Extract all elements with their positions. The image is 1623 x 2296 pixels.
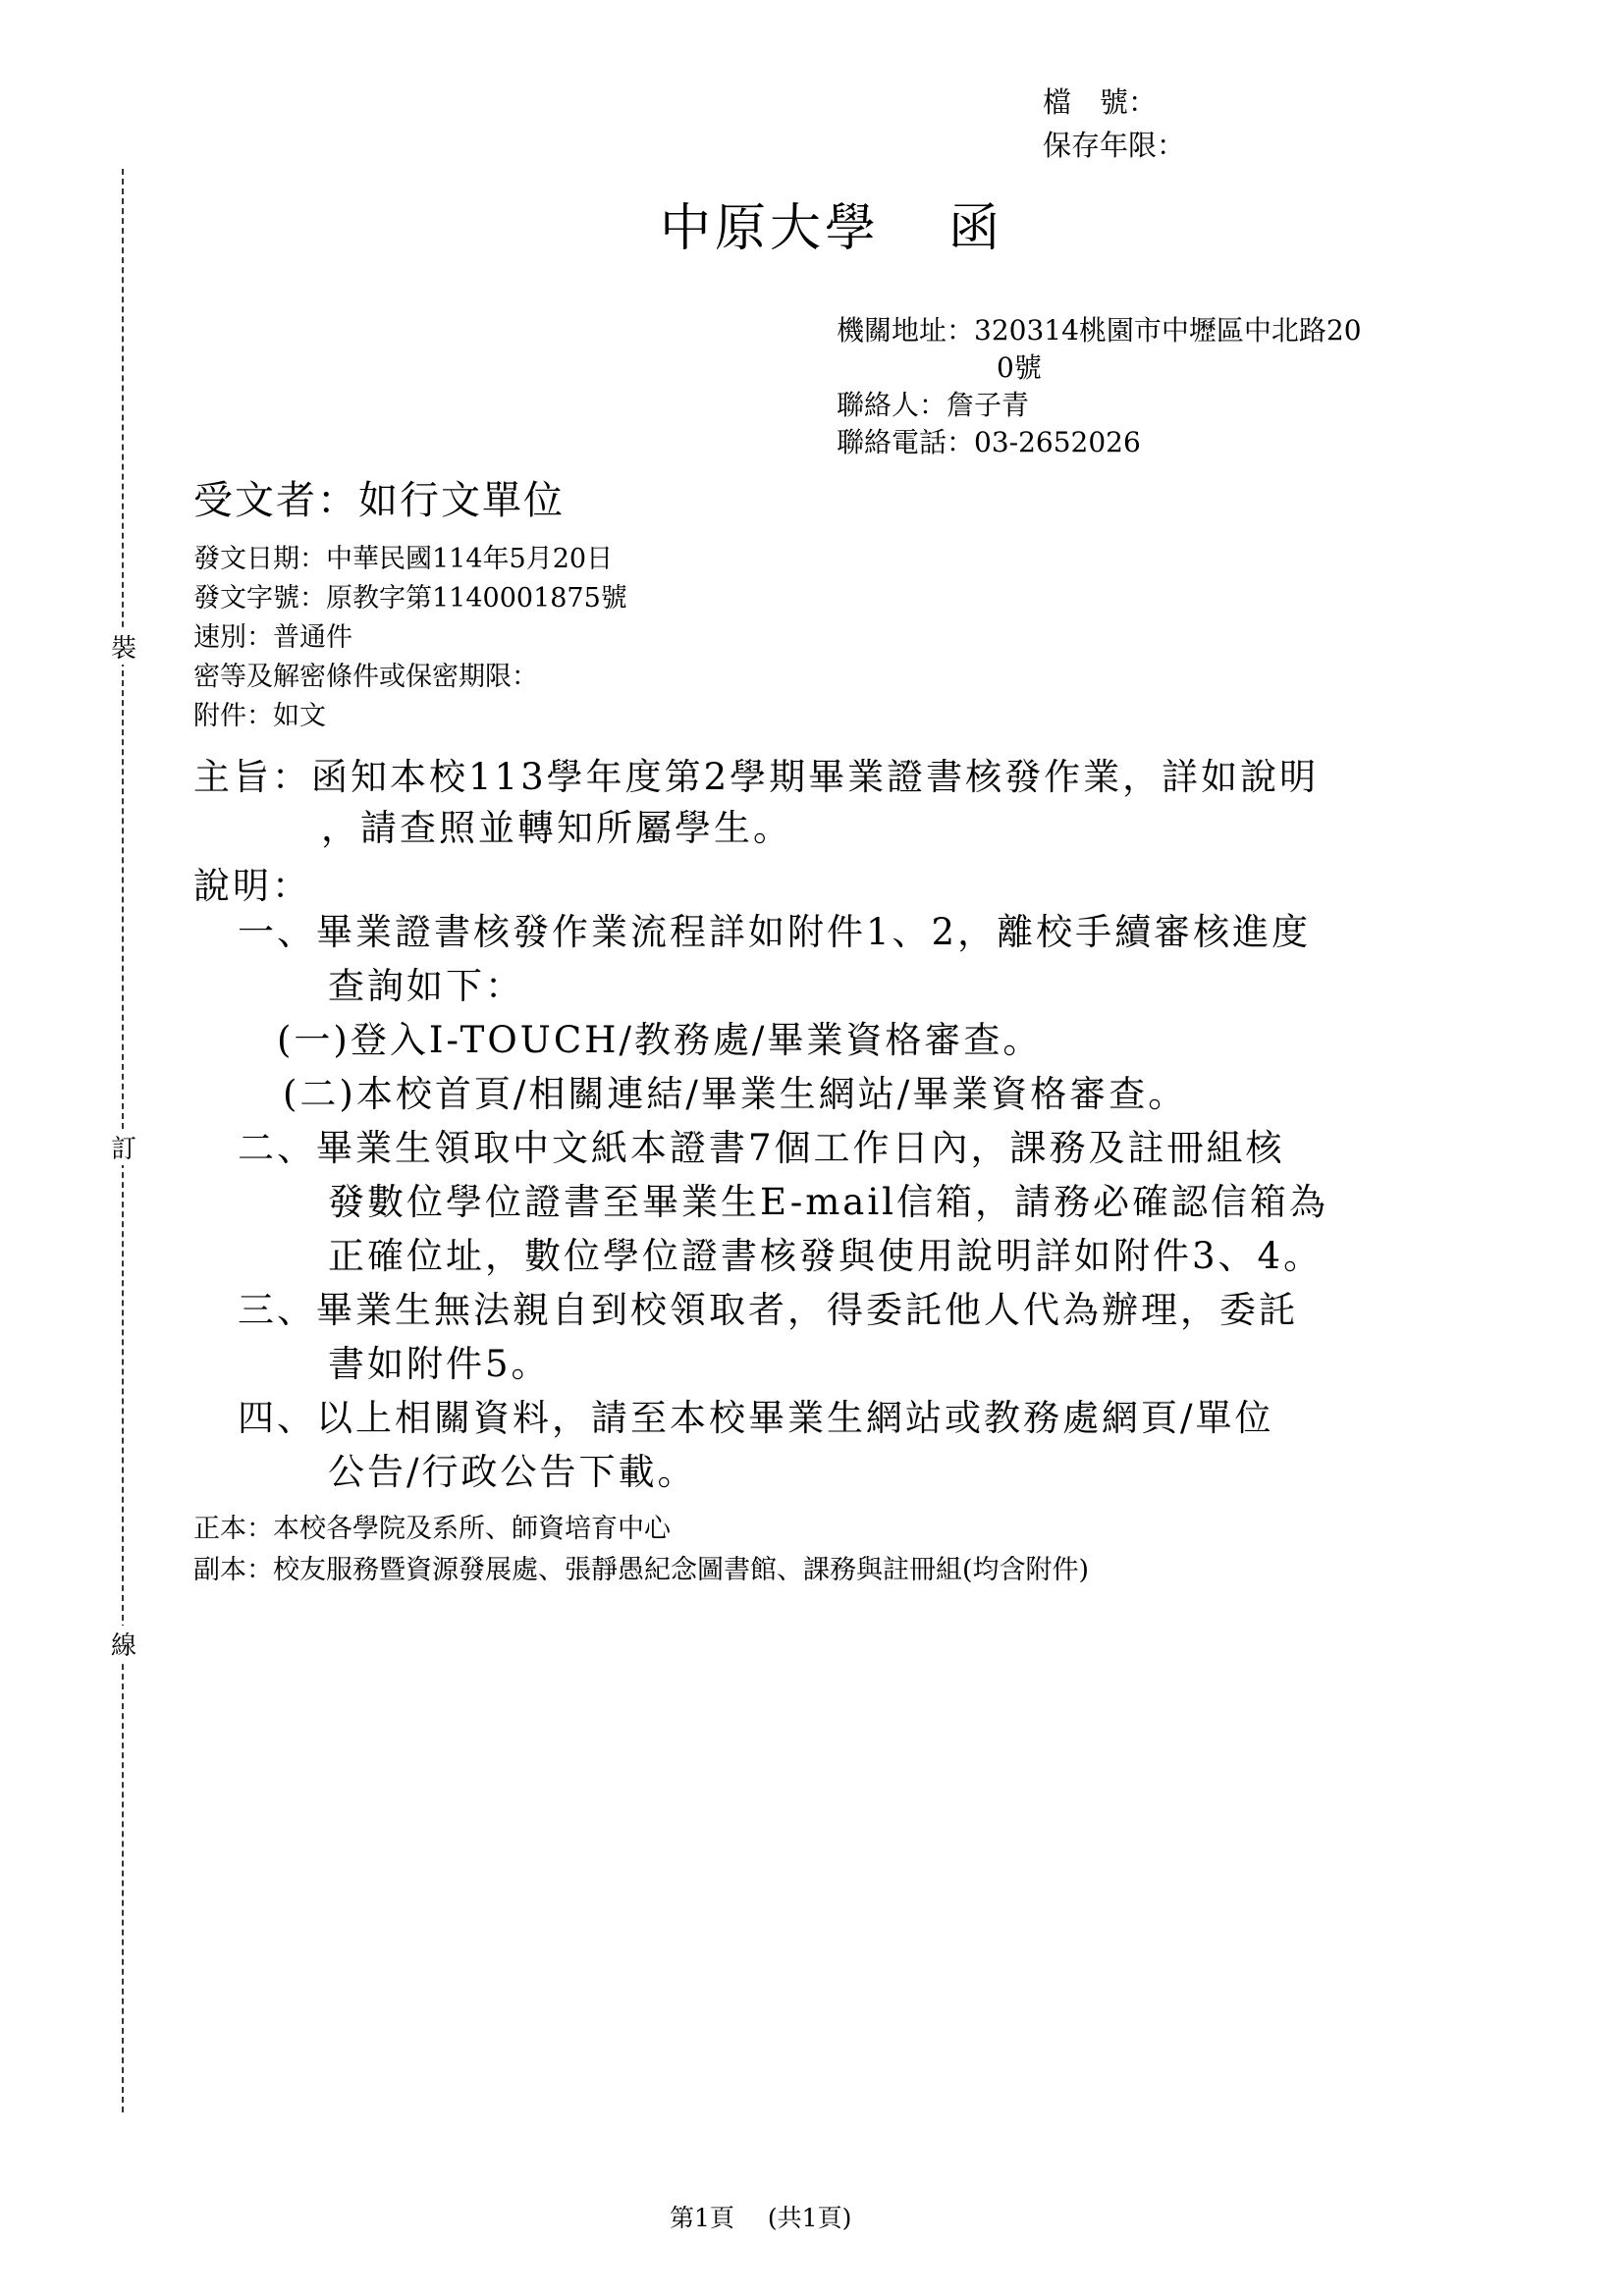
binding-mark: 裝 [110, 628, 137, 665]
agency-info [837, 312, 1362, 461]
list-item-cont: 公告/行政公告下載。 [328, 1451, 697, 1493]
file-info [1043, 80, 1185, 167]
list-item: 二、畢業生領取中文紙本證書7個工作日內，課務及註冊組核 [238, 1127, 1285, 1169]
page-total: (共1頁) [767, 2204, 852, 2232]
binding-mark: 線 [110, 1626, 137, 1662]
speed: 速別：普通件 [193, 622, 352, 653]
agency-address: 機關地址：320314桃園市中壢區中北路20 [837, 314, 1362, 347]
page-number: 第1頁 [670, 2204, 734, 2232]
agency-phone: 聯絡電話：03-2652026 [837, 426, 1141, 458]
file-number-label: 檔 號： [1043, 85, 1158, 119]
sub-item: (二)本校首頁/相關連結/畢業生網站/畢業資格審查。 [283, 1073, 1188, 1115]
title-doc-type: 函 [948, 199, 1004, 258]
subject-line: ，請查照並轉知所屬學生。 [321, 807, 792, 849]
explanation-label: 說明： [193, 865, 311, 907]
copy-recipients: 副本：校友服務暨資源發展處、張靜愚紀念圖書館、課務與註冊組(均含附件) [193, 1555, 1090, 1585]
list-item: 四、以上相關資料，請至本校畢業生網站或教務處網頁/單位 [238, 1397, 1274, 1439]
title-org: 中原大學 [660, 199, 881, 258]
list-item-cont: 發數位學位證書至畢業生E-mail信箱，請務必確認信箱為 [328, 1181, 1329, 1223]
sub-item: (一)登入I-TOUCH/教務處/畢業資格審查。 [277, 1019, 1043, 1061]
subject [193, 752, 1319, 854]
confidentiality: 密等及解密條件或保密期限： [193, 662, 538, 692]
list-item: 三、畢業生無法親自到校領取者，得委託他人代為辦理，委託 [238, 1289, 1298, 1331]
doc-number: 發文字號：原教字第1140001875號 [193, 583, 627, 614]
binding-mark: 訂 [110, 1129, 137, 1165]
list-item: 一、畢業證書核發作業流程詳如附件1、2，離校手續審核進度 [238, 911, 1312, 953]
agency-address-cont: 0號 [997, 351, 1042, 384]
page-title [660, 187, 1003, 260]
agency-contact: 聯絡人：詹子青 [837, 389, 1030, 421]
explanation-items [238, 905, 1328, 1499]
recipient: 受文者：如行文單位 [193, 478, 565, 523]
retention-label: 保存年限： [1043, 129, 1186, 162]
original-recipients: 正本：本校各學院及系所、師資培育中心 [193, 1514, 671, 1544]
list-item-cont: 查詢如下： [328, 965, 524, 1007]
distribution [193, 1509, 1089, 1591]
attachment: 附件：如文 [193, 701, 326, 731]
page-footer [670, 2199, 851, 2234]
subject-line: 主旨：函知本校113學年度第2學期畢業證書核發作業，詳如說明 [193, 756, 1320, 798]
document-meta [193, 540, 627, 736]
issue-date: 發文日期：中華民國114年5月20日 [193, 544, 614, 574]
list-item-cont: 正確位址，數位學位證書核發與使用說明詳如附件3、4。 [328, 1235, 1324, 1277]
list-item-cont: 書如附件5。 [328, 1343, 551, 1385]
